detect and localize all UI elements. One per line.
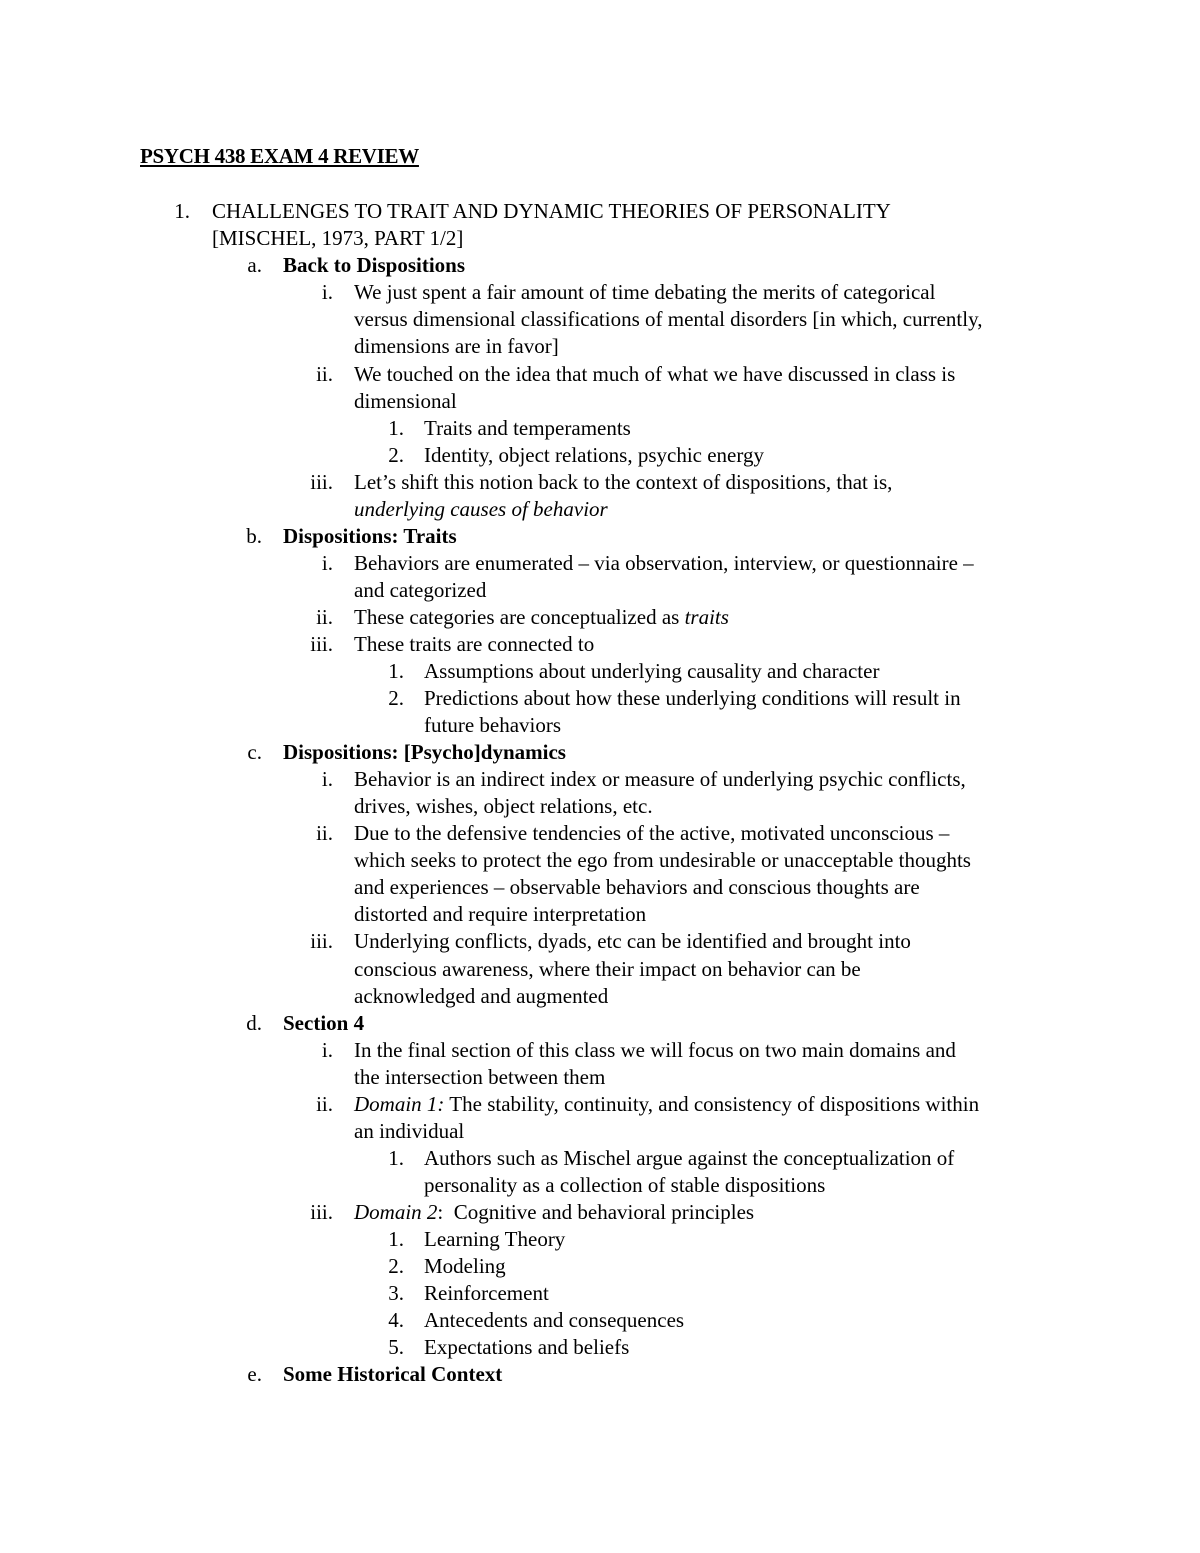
text-line: the intersection between them (354, 1065, 606, 1089)
list-marker: 3. (388, 1281, 404, 1305)
text-line: future behaviors (424, 713, 562, 737)
text-run: : Cognitive and behavioral principles (437, 1200, 755, 1224)
text-line (354, 1091, 979, 1118)
list-marker: iii. (310, 1200, 333, 1224)
text-line: dimensional (354, 389, 457, 413)
subsection-heading: Some Historical Context (283, 1362, 503, 1386)
list-marker: c. (247, 740, 262, 764)
text-line: Modeling (424, 1254, 506, 1278)
text-line: versus dimensional classifications of mental disorders [in which, currently, (354, 307, 983, 331)
list-marker: i. (321, 1038, 333, 1062)
list-marker: 1. (174, 199, 190, 223)
list-marker: 4. (388, 1308, 404, 1332)
italic-term: Domain 1: (354, 1092, 445, 1116)
text-line: Traits and temperaments (424, 416, 631, 440)
list-marker: 2. (388, 1254, 404, 1278)
list-marker: iii. (310, 470, 333, 494)
subsection-heading: Back to Dispositions (283, 253, 466, 277)
text-line: Authors such as Mischel argue against the conceptualization of (424, 1146, 955, 1170)
list-marker: 1. (388, 416, 404, 440)
text-line: drives, wishes, object relations, etc. (354, 794, 653, 818)
text-line: Behavior is an indirect index or measure of underlying psychic conflicts, (354, 767, 966, 791)
italic-term: traits (684, 605, 729, 629)
text-line: dimensions are in favor] (354, 334, 559, 358)
text-line: We just spent a fair amount of time debating the merits of categorical (354, 280, 936, 304)
list-marker: 1. (388, 1227, 404, 1251)
text-line: and categorized (354, 578, 487, 602)
text-line: Learning Theory (424, 1227, 566, 1251)
text-line: an individual (354, 1119, 465, 1143)
text-line (354, 1199, 754, 1226)
list-marker: 1. (388, 1146, 404, 1170)
text-line: These traits are connected to (354, 632, 595, 656)
text-run: These categories are conceptualized as (354, 605, 685, 629)
list-marker: a. (247, 253, 262, 277)
text-line: acknowledged and augmented (354, 984, 609, 1008)
text-line: Reinforcement (424, 1281, 549, 1305)
text-line: Predictions about how these underlying conditions will result in (424, 686, 961, 710)
list-marker: ii. (316, 362, 333, 386)
text-line: Expectations and beliefs (424, 1335, 630, 1359)
text-line: Behaviors are enumerated – via observation, interview, or questionnaire – (354, 551, 974, 575)
list-marker: iii. (310, 929, 333, 953)
italic-text-line: underlying causes of behavior (354, 497, 608, 521)
list-marker: d. (246, 1011, 262, 1035)
text-line: Underlying conflicts, dyads, etc can be identified and brought into (354, 929, 911, 953)
text-line: Due to the defensive tendencies of the active, motivated unconscious – (354, 821, 950, 845)
text-line: In the final section of this class we will focus on two main domains and (354, 1038, 956, 1062)
document-title: PSYCH 438 EXAM 4 REVIEW (140, 144, 419, 168)
list-marker: 5. (388, 1335, 404, 1359)
list-marker: ii. (316, 821, 333, 845)
section-heading-line-2: [MISCHEL, 1973, PART 1/2] (212, 226, 464, 250)
list-marker: 2. (388, 686, 404, 710)
text-line: We touched on the idea that much of what we have discussed in class is (354, 362, 956, 386)
text-run: The stability, continuity, and consistency of dispositions within (444, 1092, 980, 1116)
subsection-heading: Section 4 (283, 1011, 365, 1035)
list-marker: i. (321, 280, 333, 304)
text-line (354, 604, 729, 631)
list-marker: i. (321, 767, 333, 791)
list-marker: b. (246, 524, 262, 548)
list-marker: ii. (316, 1092, 333, 1116)
italic-term: Domain 2 (354, 1200, 438, 1224)
text-line: and experiences – observable behaviors and conscious thoughts are (354, 875, 920, 899)
section-heading-line-1: CHALLENGES TO TRAIT AND DYNAMIC THEORIES OF PERSONALITY (212, 199, 891, 223)
list-marker: iii. (310, 632, 333, 656)
text-line: Let’s shift this notion back to the context of dispositions, that is, (354, 470, 893, 494)
text-line: Identity, object relations, psychic energy (424, 443, 764, 467)
text-line: personality as a collection of stable dispositions (424, 1173, 826, 1197)
subsection-heading: Dispositions: [Psycho]dynamics (283, 740, 566, 764)
subsection-heading: Dispositions: Traits (283, 524, 457, 548)
text-line: which seeks to protect the ego from undesirable or unacceptable thoughts (354, 848, 971, 872)
text-line: conscious awareness, where their impact on behavior can be (354, 957, 861, 981)
list-marker: 1. (388, 659, 404, 683)
list-marker: 2. (388, 443, 404, 467)
text-line: Assumptions about underlying causality and character (424, 659, 880, 683)
list-marker: e. (247, 1362, 262, 1386)
list-marker: ii. (316, 605, 333, 629)
text-line: Antecedents and consequences (424, 1308, 685, 1332)
text-line: distorted and require interpretation (354, 902, 647, 926)
list-marker: i. (321, 551, 333, 575)
